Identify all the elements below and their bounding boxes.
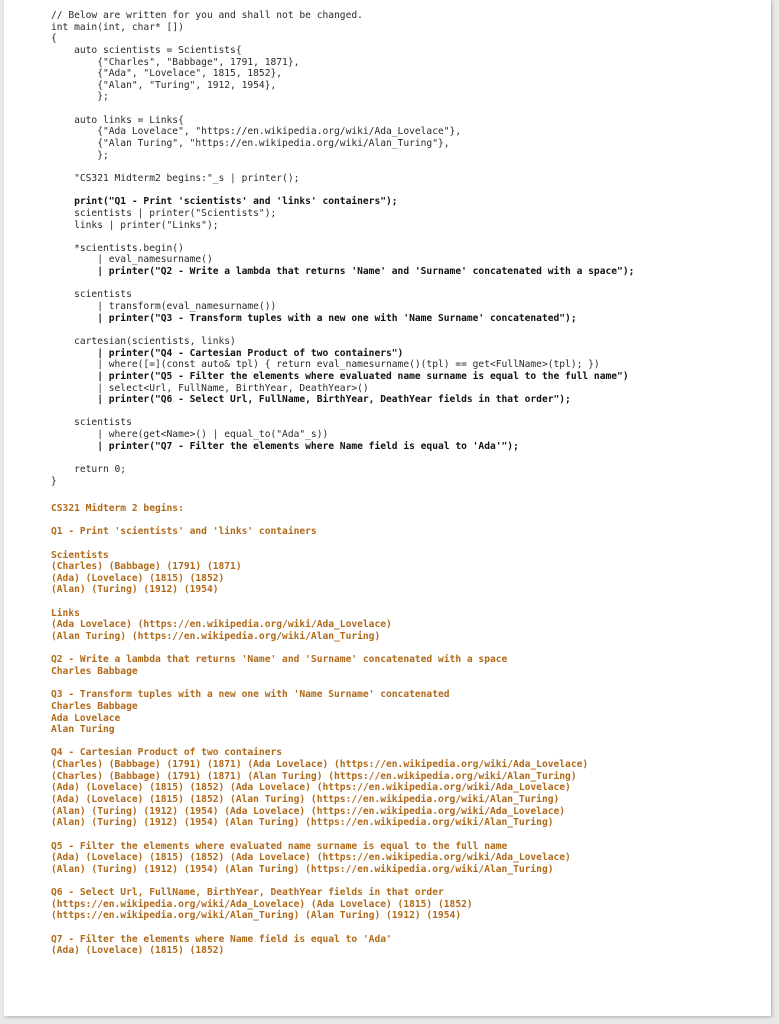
output-line bbox=[51, 678, 588, 690]
code-line: {"Alan", "Turing", 1912, 1954}, bbox=[51, 79, 277, 91]
output-line bbox=[51, 515, 588, 527]
code-line: auto links = Links{ bbox=[51, 114, 184, 126]
output-line: Q4 - Cartesian Product of two containers bbox=[51, 747, 283, 759]
output-line: CS321 Midterm 2 begins: bbox=[51, 503, 184, 514]
code-line: {"Alan Turing", "https://en.wikipedia.org/wiki/Alan_Turing"}, bbox=[51, 138, 450, 150]
output-line bbox=[51, 876, 588, 888]
code-line: | where(get<Name>() | equal_to("Ada"_s)) bbox=[51, 429, 329, 441]
output-line bbox=[51, 596, 588, 608]
code-line bbox=[51, 231, 634, 243]
output-line: (https://en.wikipedia.org/wiki/Ada_Lovelace) (Ada Lovelace) (1815) (1852) bbox=[51, 898, 473, 910]
output-line: Scientists bbox=[51, 549, 109, 561]
code-line: int main(int, char* []) bbox=[51, 21, 184, 33]
code-line: | printer("Q4 - Cartesian Product of two containers") bbox=[51, 347, 404, 359]
output-line: (Charles) (Babbage) (1791) (1871) bbox=[51, 561, 242, 573]
output-line bbox=[51, 736, 588, 748]
code-line: | printer("Q6 - Select Url, FullName, BirthYear, DeathYear fields in that order"); bbox=[51, 394, 571, 406]
output-line bbox=[51, 922, 588, 934]
output-line: (https://en.wikipedia.org/wiki/Alan_Turing) (Alan Turing) (1912) (1954) bbox=[51, 910, 462, 922]
code-line: }; bbox=[51, 91, 109, 103]
code-line: | eval_namesurname() bbox=[51, 254, 213, 266]
code-line bbox=[51, 185, 634, 197]
code-line: scientists | printer("Scientists"); bbox=[51, 207, 277, 219]
output-line: Charles Babbage bbox=[51, 665, 138, 677]
output-line: Charles Babbage bbox=[51, 700, 138, 712]
program-output-block bbox=[51, 503, 588, 957]
output-line bbox=[51, 538, 588, 550]
output-line: (Charles) (Babbage) (1791) (1871) (Ada Lovelace) (https://en.wikipedia.org/wiki/Ada_Lovelace) bbox=[51, 759, 589, 771]
output-line: (Ada) (Lovelace) (1815) (1852) bbox=[51, 945, 225, 957]
output-line: (Ada) (Lovelace) (1815) (1852) (Ada Lovelace) (https://en.wikipedia.org/wiki/Ada_Lovelace) bbox=[51, 852, 571, 864]
code-line: scientists bbox=[51, 417, 132, 429]
output-line: Q7 - Filter the elements where Name field is equal to 'Ada' bbox=[51, 933, 392, 945]
code-line: "CS321 Midterm2 begins:"_s | printer(); bbox=[51, 172, 300, 184]
code-line: scientists bbox=[51, 289, 132, 301]
code-line: | printer("Q2 - Write a lambda that returns 'Name' and 'Surname' concatenated with a space"); bbox=[51, 266, 635, 278]
code-line: {"Ada", "Lovelace", 1815, 1852}, bbox=[51, 68, 283, 80]
output-line: (Charles) (Babbage) (1791) (1871) (Alan Turing) (https://en.wikipedia.org/wiki/Alan_Turing) bbox=[51, 770, 577, 782]
output-line: Q6 - Select Url, FullName, BirthYear, DeathYear fields in that order bbox=[51, 887, 444, 899]
output-line: Q3 - Transform tuples with a new one with 'Name Surname' concatenated bbox=[51, 689, 450, 701]
output-line: (Alan) (Turing) (1912) (1954) bbox=[51, 584, 219, 596]
output-line: Links bbox=[51, 607, 80, 619]
code-line bbox=[51, 324, 634, 336]
code-line: | select<Url, FullName, BirthYear, DeathYear>() bbox=[51, 382, 369, 394]
code-line: }; bbox=[51, 149, 109, 161]
code-line: cartesian(scientists, links) bbox=[51, 335, 236, 347]
code-line bbox=[51, 452, 634, 464]
code-line: print("Q1 - Print 'scientists' and 'links' containers"); bbox=[51, 196, 398, 208]
output-line: (Ada Lovelace) (https://en.wikipedia.org/wiki/Ada_Lovelace) bbox=[51, 619, 392, 631]
output-line: Q2 - Write a lambda that returns 'Name' and 'Surname' concatenated with a space bbox=[51, 654, 508, 666]
output-line: Q1 - Print 'scientists' and 'links' containers bbox=[51, 526, 317, 538]
code-line bbox=[51, 103, 634, 115]
output-line bbox=[51, 829, 588, 841]
output-line: (Alan) (Turing) (1912) (1954) (Alan Turing) (https://en.wikipedia.org/wiki/Alan_Turing) bbox=[51, 817, 554, 829]
output-line: (Alan) (Turing) (1912) (1954) (Alan Turing) (https://en.wikipedia.org/wiki/Alan_Turing) bbox=[51, 863, 554, 875]
code-line bbox=[51, 161, 634, 173]
code-line: {"Charles", "Babbage", 1791, 1871}, bbox=[51, 56, 300, 68]
source-code-block bbox=[51, 10, 634, 487]
code-line bbox=[51, 406, 634, 418]
code-line bbox=[51, 278, 634, 290]
output-line: (Ada) (Lovelace) (1815) (1852) (Ada Lovelace) (https://en.wikipedia.org/wiki/Ada_Lovelace) bbox=[51, 782, 571, 794]
code-line: { bbox=[51, 33, 57, 45]
code-line: // Below are written for you and shall not be changed. bbox=[51, 10, 363, 21]
code-line: return 0; bbox=[51, 463, 127, 475]
code-line: | printer("Q3 - Transform tuples with a new one with 'Name Surname' concatenated"); bbox=[51, 312, 577, 324]
code-line: {"Ada Lovelace", "https://en.wikipedia.org/wiki/Ada_Lovelace"}, bbox=[51, 126, 462, 138]
output-line: (Alan Turing) (https://en.wikipedia.org/wiki/Alan_Turing) bbox=[51, 631, 381, 643]
code-line: | printer("Q5 - Filter the elements where evaluated name surname is equal to the full name") bbox=[51, 370, 629, 382]
code-line: | transform(eval_namesurname()) bbox=[51, 301, 277, 313]
output-line: Ada Lovelace bbox=[51, 712, 121, 724]
code-line: | where([=](const auto& tpl) { return eval_namesurname()(tpl) == get<FullName>(tpl); }) bbox=[51, 359, 600, 371]
document-page bbox=[4, 0, 771, 1016]
code-line: } bbox=[51, 475, 57, 487]
output-line: Q5 - Filter the elements where evaluated name surname is equal to the full name bbox=[51, 840, 508, 852]
code-line: *scientists.begin() bbox=[51, 242, 184, 254]
output-line: (Ada) (Lovelace) (1815) (1852) bbox=[51, 572, 225, 584]
output-line bbox=[51, 643, 588, 655]
code-line: | printer("Q7 - Filter the elements where Name field is equal to 'Ada'"); bbox=[51, 440, 519, 452]
code-line: auto scientists = Scientists{ bbox=[51, 44, 242, 56]
output-line: (Alan) (Turing) (1912) (1954) (Ada Lovelace) (https://en.wikipedia.org/wiki/Ada_Lovelace) bbox=[51, 805, 566, 817]
code-line: links | printer("Links"); bbox=[51, 219, 219, 231]
output-line: Alan Turing bbox=[51, 724, 115, 736]
output-line: (Ada) (Lovelace) (1815) (1852) (Alan Turing) (https://en.wikipedia.org/wiki/Alan_Turing) bbox=[51, 794, 560, 806]
